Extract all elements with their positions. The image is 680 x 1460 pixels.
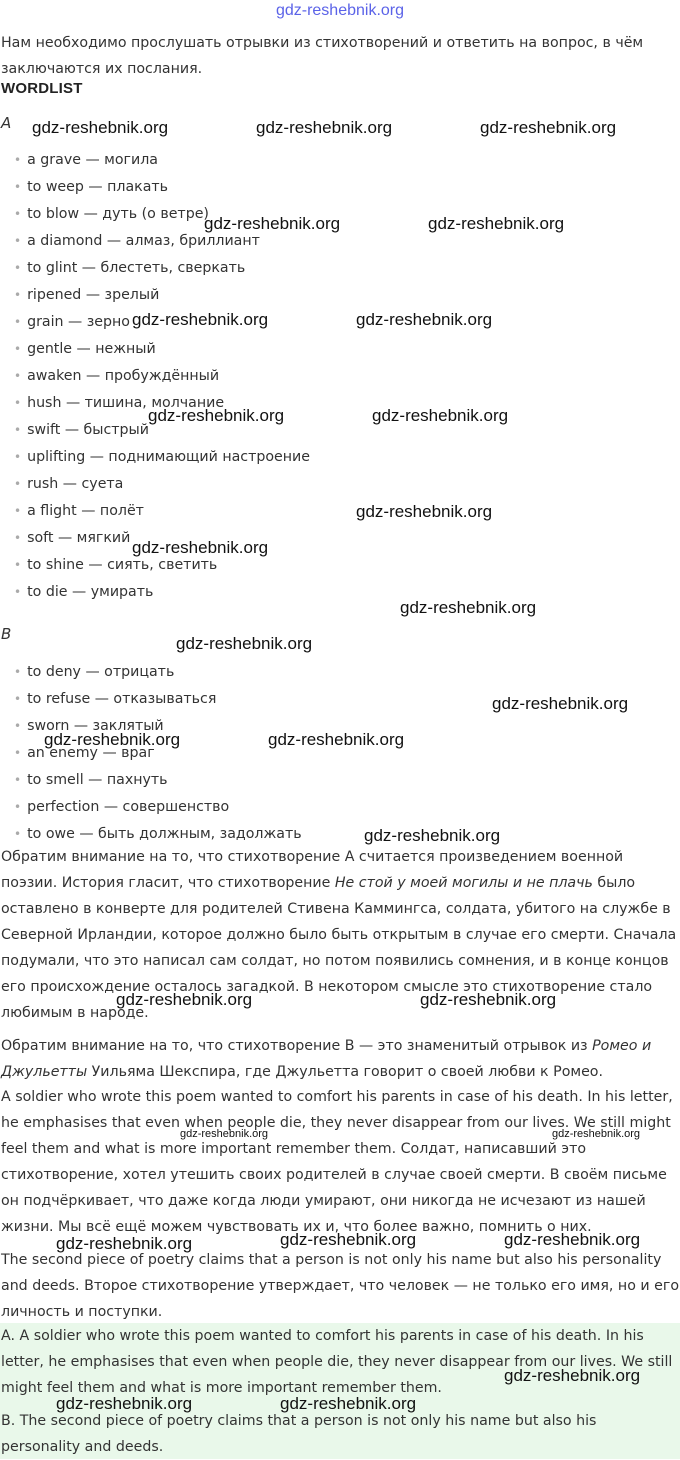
- watermark: gdz-reshebnik.org: [364, 826, 501, 845]
- watermark-top: gdz-reshebnik.org: [275, 2, 405, 19]
- watermark: gdz-reshebnik.org: [372, 406, 509, 425]
- translation-b: The second piece of poetry claims that a person is not only his name but also his personality and deeds. Второе стихотворение утверждает, что человек — не только его имя, но и его личность и поступки.: [1, 1252, 679, 1320]
- wordlist-item: • perfection — совершенство: [14, 794, 654, 821]
- watermark: gdz-reshebnik.org: [56, 1234, 193, 1253]
- watermark: gdz-reshebnik.org: [480, 118, 617, 137]
- watermark: gdz-reshebnik.org: [132, 538, 269, 557]
- answer-b: B. The second piece of poetry claims that a person is not only his name but also his personality and deeds.: [1, 1413, 597, 1455]
- note-a-after: было оставлено в конверте для родителей Стивена Каммингса, солдата, убитого на службе в Северной Ирландии, которое должно было быть открытым в случае его смерти. Сначала подумали, что это написал сам солдат, но потом появились сомнения, и в конце концов его происхождение осталось загадкой. В некотором смысле это стихотворение стало любимым в народе.: [1, 875, 677, 1021]
- watermark: gdz-reshebnik.org: [116, 990, 253, 1009]
- watermark: gdz-reshebnik.org: [132, 310, 269, 329]
- watermark: gdz-reshebnik.org: [400, 598, 537, 617]
- wordlist-item: • a diamond — алмаз, бриллиант: [14, 228, 654, 255]
- watermark: gdz-reshebnik.org: [428, 214, 565, 233]
- wordlist-item: • awaken — пробуждённый: [14, 363, 654, 390]
- wordlist-item: • a flight — полёт: [14, 498, 654, 525]
- wordlist-item: • a grave — могила: [14, 147, 654, 174]
- watermark: gdz-reshebnik.org: [420, 990, 557, 1009]
- note-b-before: Обратим внимание на то, что стихотворение B — это знаменитый отрывок из: [1, 1038, 593, 1054]
- watermark: gdz-reshebnik.org: [504, 1366, 641, 1385]
- wordlist-item: • rush — суета: [14, 471, 654, 498]
- wordlist-item: • to blow — дуть (о ветре): [14, 201, 654, 228]
- wordlist-item: • to owe — быть должным, задолжать: [14, 821, 654, 848]
- translation-a: A soldier who wrote this poem wanted to comfort his parents in case of his death. In his letter, he emphasises that even when people die, they never disappear from our lives. We still might feel them and what is more important remember them. Солдат, написавший это стихотворение, хотел утешить своих родителей в случае своей смерти. В своём письме он подчёркивает, что даже когда люди умирают, они никогда не исчезают из нашей жизни. Мы всё ещё можем чувствовать их и, что более важно, помнить о них.: [1, 1089, 673, 1235]
- note-poem-b: [1, 1033, 679, 1085]
- answer-a: A. A soldier who wrote this poem wanted to comfort his parents in case of his death. In his letter, he emphasises that even when people die, they never disappear from our lives. We still might feel them and what is more important remember them.: [1, 1328, 673, 1396]
- note-poem-a: [1, 844, 679, 1026]
- section-b-letter: B: [1, 625, 12, 643]
- wordlist-item: • to weep — плакать: [14, 174, 654, 201]
- wordlist-item: • an enemy — враг: [14, 740, 654, 767]
- wordlist-item: • swift — быстрый: [14, 417, 654, 444]
- watermark: gdz-reshebnik.org: [280, 1394, 417, 1413]
- watermark: gdz-reshebnik.org: [56, 1394, 193, 1413]
- wordlist-item: • to smell — пахнуть: [14, 767, 654, 794]
- wordlist-item: • gentle — нежный: [14, 336, 654, 363]
- wordlist-heading: WORDLIST: [1, 80, 83, 97]
- wordlist-item: • to die — умирать: [14, 579, 654, 606]
- watermark: gdz-reshebnik.org: [148, 406, 285, 425]
- wordlist-item: • soft — мягкий: [14, 525, 654, 552]
- intro-text: Нам необходимо прослушать отрывки из стихотворений и ответить на вопрос, в чём заключаются их послания.: [1, 35, 644, 77]
- wordlist-b: [14, 659, 654, 848]
- watermark: gdz-reshebnik.org: [268, 730, 405, 749]
- note-a-title: Не стой у моей могилы и не плачь: [334, 875, 593, 891]
- note-b-title: Ромео и Джульетты: [1, 1038, 652, 1080]
- wordlist-item: • to glint — блестеть, сверкать: [14, 255, 654, 282]
- watermark: gdz-reshebnik.org: [180, 1128, 269, 1140]
- watermark: gdz-reshebnik.org: [256, 118, 393, 137]
- watermark: gdz-reshebnik.org: [204, 214, 341, 233]
- wordlist-item: • grain — зерно: [14, 309, 654, 336]
- note-a-before: Обратим внимание на то, что стихотворение A считается произведением военной поэзии. История гласит, что стихотворение: [1, 849, 624, 891]
- note-b-after: Уильяма Шекспира, где Джульетта говорит о своей любви к Ромео.: [87, 1064, 603, 1080]
- watermark: gdz-reshebnik.org: [356, 502, 493, 521]
- watermark: gdz-reshebnik.org: [176, 634, 313, 653]
- wordlist-item: • to deny — отрицать: [14, 659, 654, 686]
- wordlist-item: • to shine — сиять, светить: [14, 552, 654, 579]
- watermark: gdz-reshebnik.org: [552, 1128, 641, 1140]
- section-a-letter: A: [1, 114, 12, 132]
- wordlist-item: • to refuse — отказываться: [14, 686, 654, 713]
- wordlist-item: • uplifting — поднимающий настроение: [14, 444, 654, 471]
- wordlist-item: • sworn — заклятый: [14, 713, 654, 740]
- wordlist-item: • hush — тишина, молчание: [14, 390, 654, 417]
- wordlist-item: • ripened — зрелый: [14, 282, 654, 309]
- watermark: gdz-reshebnik.org: [356, 310, 493, 329]
- watermark: gdz-reshebnik.org: [280, 1230, 417, 1249]
- watermark: gdz-reshebnik.org: [32, 118, 169, 137]
- watermark: gdz-reshebnik.org: [44, 730, 181, 749]
- watermark: gdz-reshebnik.org: [492, 694, 629, 713]
- watermark: gdz-reshebnik.org: [504, 1230, 641, 1249]
